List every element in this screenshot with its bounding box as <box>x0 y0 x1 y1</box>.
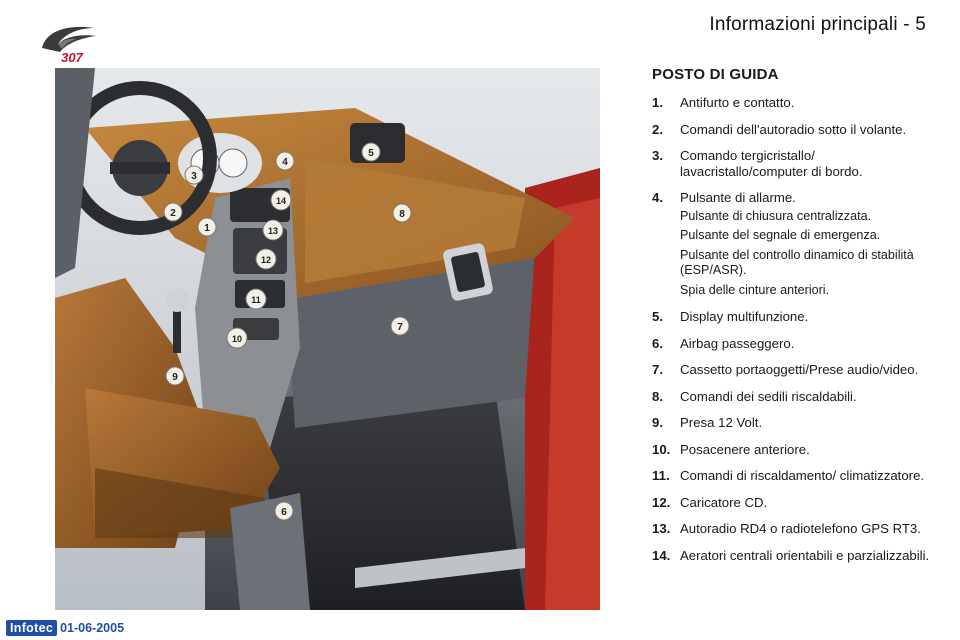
legend-item-body <box>680 336 942 352</box>
logo-text: 307 <box>61 50 83 65</box>
callout-13 <box>263 220 283 240</box>
legend-item-text: Cassetto portaoggetti/Prese audio/video. <box>680 362 919 377</box>
svg-text:2: 2 <box>170 208 176 219</box>
legend-item-number: 5. <box>652 309 663 324</box>
infotec-logo: Infotec <box>6 620 57 636</box>
svg-text:10: 10 <box>231 334 243 344</box>
legend-item <box>652 362 942 378</box>
legend-item-body <box>680 415 942 431</box>
legend-item-number: 6. <box>652 335 663 351</box>
legend-item-number: 14. <box>652 547 671 563</box>
svg-text:1: 1 <box>204 223 210 234</box>
legend-item-text: Airbag passeggero. <box>680 335 795 351</box>
legend-item-body <box>680 122 942 138</box>
legend-item <box>652 95 942 111</box>
page-title: Informazioni principali - 5 <box>709 14 926 35</box>
legend-item-body <box>680 362 942 378</box>
legend-item-text: Aeratori centrali orientabili e parzializzabili. <box>680 547 930 563</box>
dashboard-illustration <box>55 68 600 610</box>
legend-item-number: 8. <box>652 388 663 404</box>
legend-item-subtext: Spia delle cinture anteriori. <box>680 282 830 297</box>
legend-item-body <box>680 148 942 179</box>
legend-item-text: Comando tergicristallo/ lavacristallo/computer di bordo. <box>680 148 863 179</box>
legend-item <box>652 336 942 352</box>
legend-item <box>652 309 942 325</box>
legend-item-text: Posacenere anteriore. <box>680 441 810 457</box>
legend-item <box>652 415 942 431</box>
legend-item-body <box>680 389 942 405</box>
legend-item <box>652 122 942 138</box>
legend-item <box>652 548 942 564</box>
callout-12 <box>256 249 276 269</box>
legend-item-text: Display multifunzione. <box>680 309 809 324</box>
legend-item-text: Pulsante di allarme. <box>680 190 796 205</box>
legend-item-number: 9. <box>652 415 663 430</box>
svg-text:7: 7 <box>397 322 403 333</box>
callout-4 <box>276 152 294 170</box>
legend-item <box>652 148 942 179</box>
legend-item-number: 4. <box>652 190 663 205</box>
svg-text:13: 13 <box>267 226 279 236</box>
legend-item-body <box>680 521 942 537</box>
svg-text:3: 3 <box>191 171 197 182</box>
legend-item-number: 12. <box>652 494 671 510</box>
callout-11 <box>246 289 266 309</box>
legend-item-body <box>680 309 942 325</box>
callout-8 <box>393 204 411 222</box>
legend-item-number: 1. <box>652 95 663 110</box>
callout-9 <box>166 367 184 385</box>
callout-6 <box>275 502 293 520</box>
legend-items <box>652 95 942 563</box>
svg-text:6: 6 <box>281 507 287 518</box>
callout-10 <box>227 328 247 348</box>
legend-item <box>652 442 942 458</box>
legend-item-subtext: Pulsante del controllo dinamico di stabilità (ESP/ASR). <box>680 247 914 277</box>
callout-14 <box>271 190 291 210</box>
legend-item <box>652 521 942 537</box>
legend-item-text: Caricatore CD. <box>680 494 768 510</box>
legend-item-number: 3. <box>652 148 663 163</box>
svg-text:9: 9 <box>172 372 178 383</box>
legend-item-body <box>680 548 942 564</box>
legend-item <box>652 495 942 511</box>
legend-item-text: Comandi dell'autoradio sotto il volante. <box>680 121 907 137</box>
legend-item-body <box>680 190 942 298</box>
legend-item-text: Autoradio RD4 o radiotelefono GPS RT3. <box>680 521 921 536</box>
legend-item-number: 13. <box>652 521 671 536</box>
legend-list <box>652 66 942 574</box>
legend-item <box>652 468 942 484</box>
legend-item-number: 2. <box>652 121 663 137</box>
callout-2 <box>164 203 182 221</box>
footer-date: 01-06-2005 <box>60 621 125 635</box>
section-title: POSTO DI GUIDA <box>652 66 779 83</box>
legend-item-body <box>680 495 942 511</box>
legend-item <box>652 389 942 405</box>
footer <box>6 620 124 636</box>
svg-text:11: 11 <box>251 295 261 305</box>
svg-text:14: 14 <box>275 196 287 206</box>
lion-logo-icon <box>36 18 108 66</box>
callout-7 <box>391 317 409 335</box>
legend-item-number: 11. <box>652 468 670 483</box>
callout-1 <box>198 218 216 236</box>
callout-3 <box>185 166 203 184</box>
legend-item-text: Antifurto e contatto. <box>680 95 795 110</box>
legend-item-body <box>680 442 942 458</box>
legend-item-text: Comandi di riscaldamento/ climatizzatore. <box>680 468 925 483</box>
legend-item-body <box>680 468 942 484</box>
svg-text:5: 5 <box>368 148 374 159</box>
legend-item-subtext: Pulsante di chiusura centralizzata. <box>680 208 872 223</box>
svg-text:12: 12 <box>260 255 272 265</box>
legend-item-number: 7. <box>652 362 663 377</box>
legend-item <box>652 190 942 298</box>
peugeot-307-logo <box>36 18 108 66</box>
legend-item-number: 10. <box>652 441 671 457</box>
legend-item-text: Presa 12 Volt. <box>680 415 763 430</box>
legend-item-text: Comandi dei sedili riscaldabili. <box>680 388 857 404</box>
legend-item-subtext: Pulsante del segnale di emergenza. <box>680 228 881 242</box>
callout-5 <box>362 143 380 161</box>
svg-text:4: 4 <box>282 157 288 168</box>
legend-item-body <box>680 95 942 111</box>
svg-text:8: 8 <box>399 209 405 220</box>
